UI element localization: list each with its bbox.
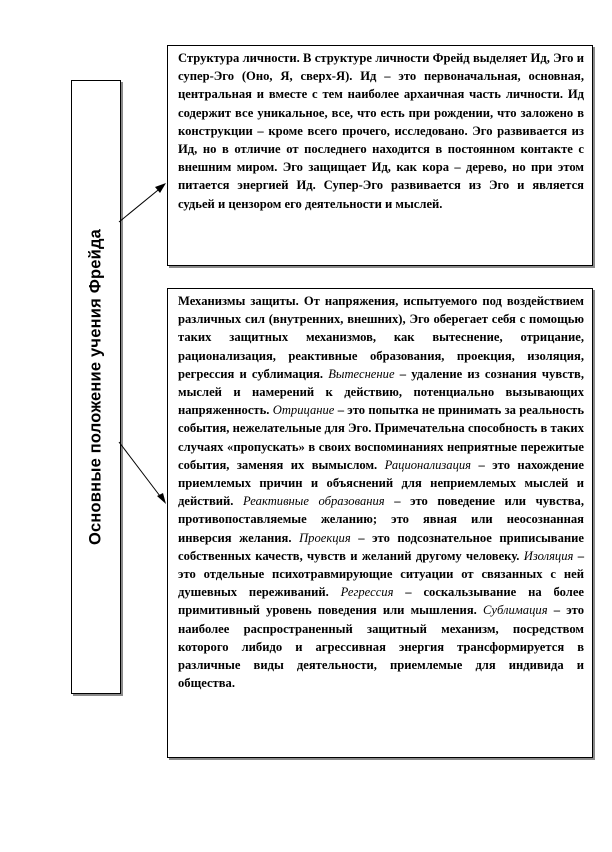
defense-mechanisms-heading: Механизмы защиты.	[178, 294, 299, 308]
arrow-to-structure-head	[155, 183, 166, 193]
personality-structure-box	[167, 45, 593, 266]
arrow-to-mechanisms	[119, 442, 163, 500]
term-regression: Регрессия	[340, 585, 394, 600]
def-projection: – это подсознательное приписывание собственных качеств, чувств и желаний другому человеку.	[178, 530, 584, 563]
freud-theory-title: Основные положение учения Фрейда	[86, 228, 105, 546]
term-repression: Вытеснение	[328, 366, 395, 381]
defense-mechanisms-box	[167, 288, 593, 758]
def-isolation: – это отдельные психотравмирующие ситуации от связанных с ней душевных переживаний.	[178, 548, 584, 600]
arrow-to-structure	[119, 186, 163, 222]
term-reaction-formation: Реактивные образования	[243, 494, 385, 509]
freud-theory-title-box	[71, 80, 121, 694]
def-reaction-formation: – это поведение или чувства, противопоставляемые желанию; это явная или неосознанная инверсия желания.	[178, 494, 584, 545]
term-sublimation: Сублимация	[482, 603, 548, 618]
term-projection: Проекция	[299, 530, 351, 545]
personality-structure-body: В структуре личности Фрейд выделяет Ид, Эго и супер-Эго (Оно, Я, сверх-Я). Ид – это первоначальная, основная, центральная и вместе с тем наиболее архаичная часть личности. Ид содержит все уникальное, все, что есть при рождении, что заложено в конструкции – кроме всего прочего, исследовано. Эго развивается из Ид, но в отличие от последнего находится в постоянном контакте с внешним миром. Эго защищает Ид, как кора – дерево, но при этом питается энергией Ид. Супер-Эго развивается из Эго и является судьей и цензором его деятельности и мыслей.	[178, 51, 584, 211]
personality-structure-text	[178, 49, 584, 213]
def-regression: – соскальзывание на более примитивный уровень поведения или мышления.	[178, 585, 584, 618]
def-repression: – удаление из сознания чувств, мыслей и намерений к действию, потенциально вызывающих напряженность.	[178, 366, 584, 418]
personality-structure-heading: Структура личности.	[178, 51, 300, 65]
defense-mechanisms-intro: От напряжения, испытуемого под воздействием различных сил (внутренних, внешних), Эго оберегает себя с помощью таких защитных механизмов, как вытеснение, отрицание, рационализация, реактивные образования, проекция, изоляция, регрессия и сублимация.	[178, 294, 584, 381]
def-rationalization: – это нахождение приемлемых причин и объяснений для неприемлемых мыслей и действий.	[178, 457, 584, 509]
term-rationalization: Рационализация	[384, 457, 472, 472]
arrow-to-mechanisms-head	[157, 493, 166, 504]
term-isolation: Изоляция	[523, 548, 574, 563]
def-denial: – это попытка не принимать за реальность события, нежелательные для Эго. Примечательна способность в таких случаях «пропускать» в своих воспоминаниях неприятные пережитые события, заменяя их вымыслом.	[178, 403, 584, 472]
term-denial: Отрицание	[272, 403, 335, 418]
defense-mechanisms-text	[178, 292, 584, 692]
def-sublimation: – это наиболее распространенный защитный механизм, посредством которого либидо и агрессивная энергия трансформируется в различные виды деятельности, приемлемые для индивида и общества.	[178, 603, 584, 691]
